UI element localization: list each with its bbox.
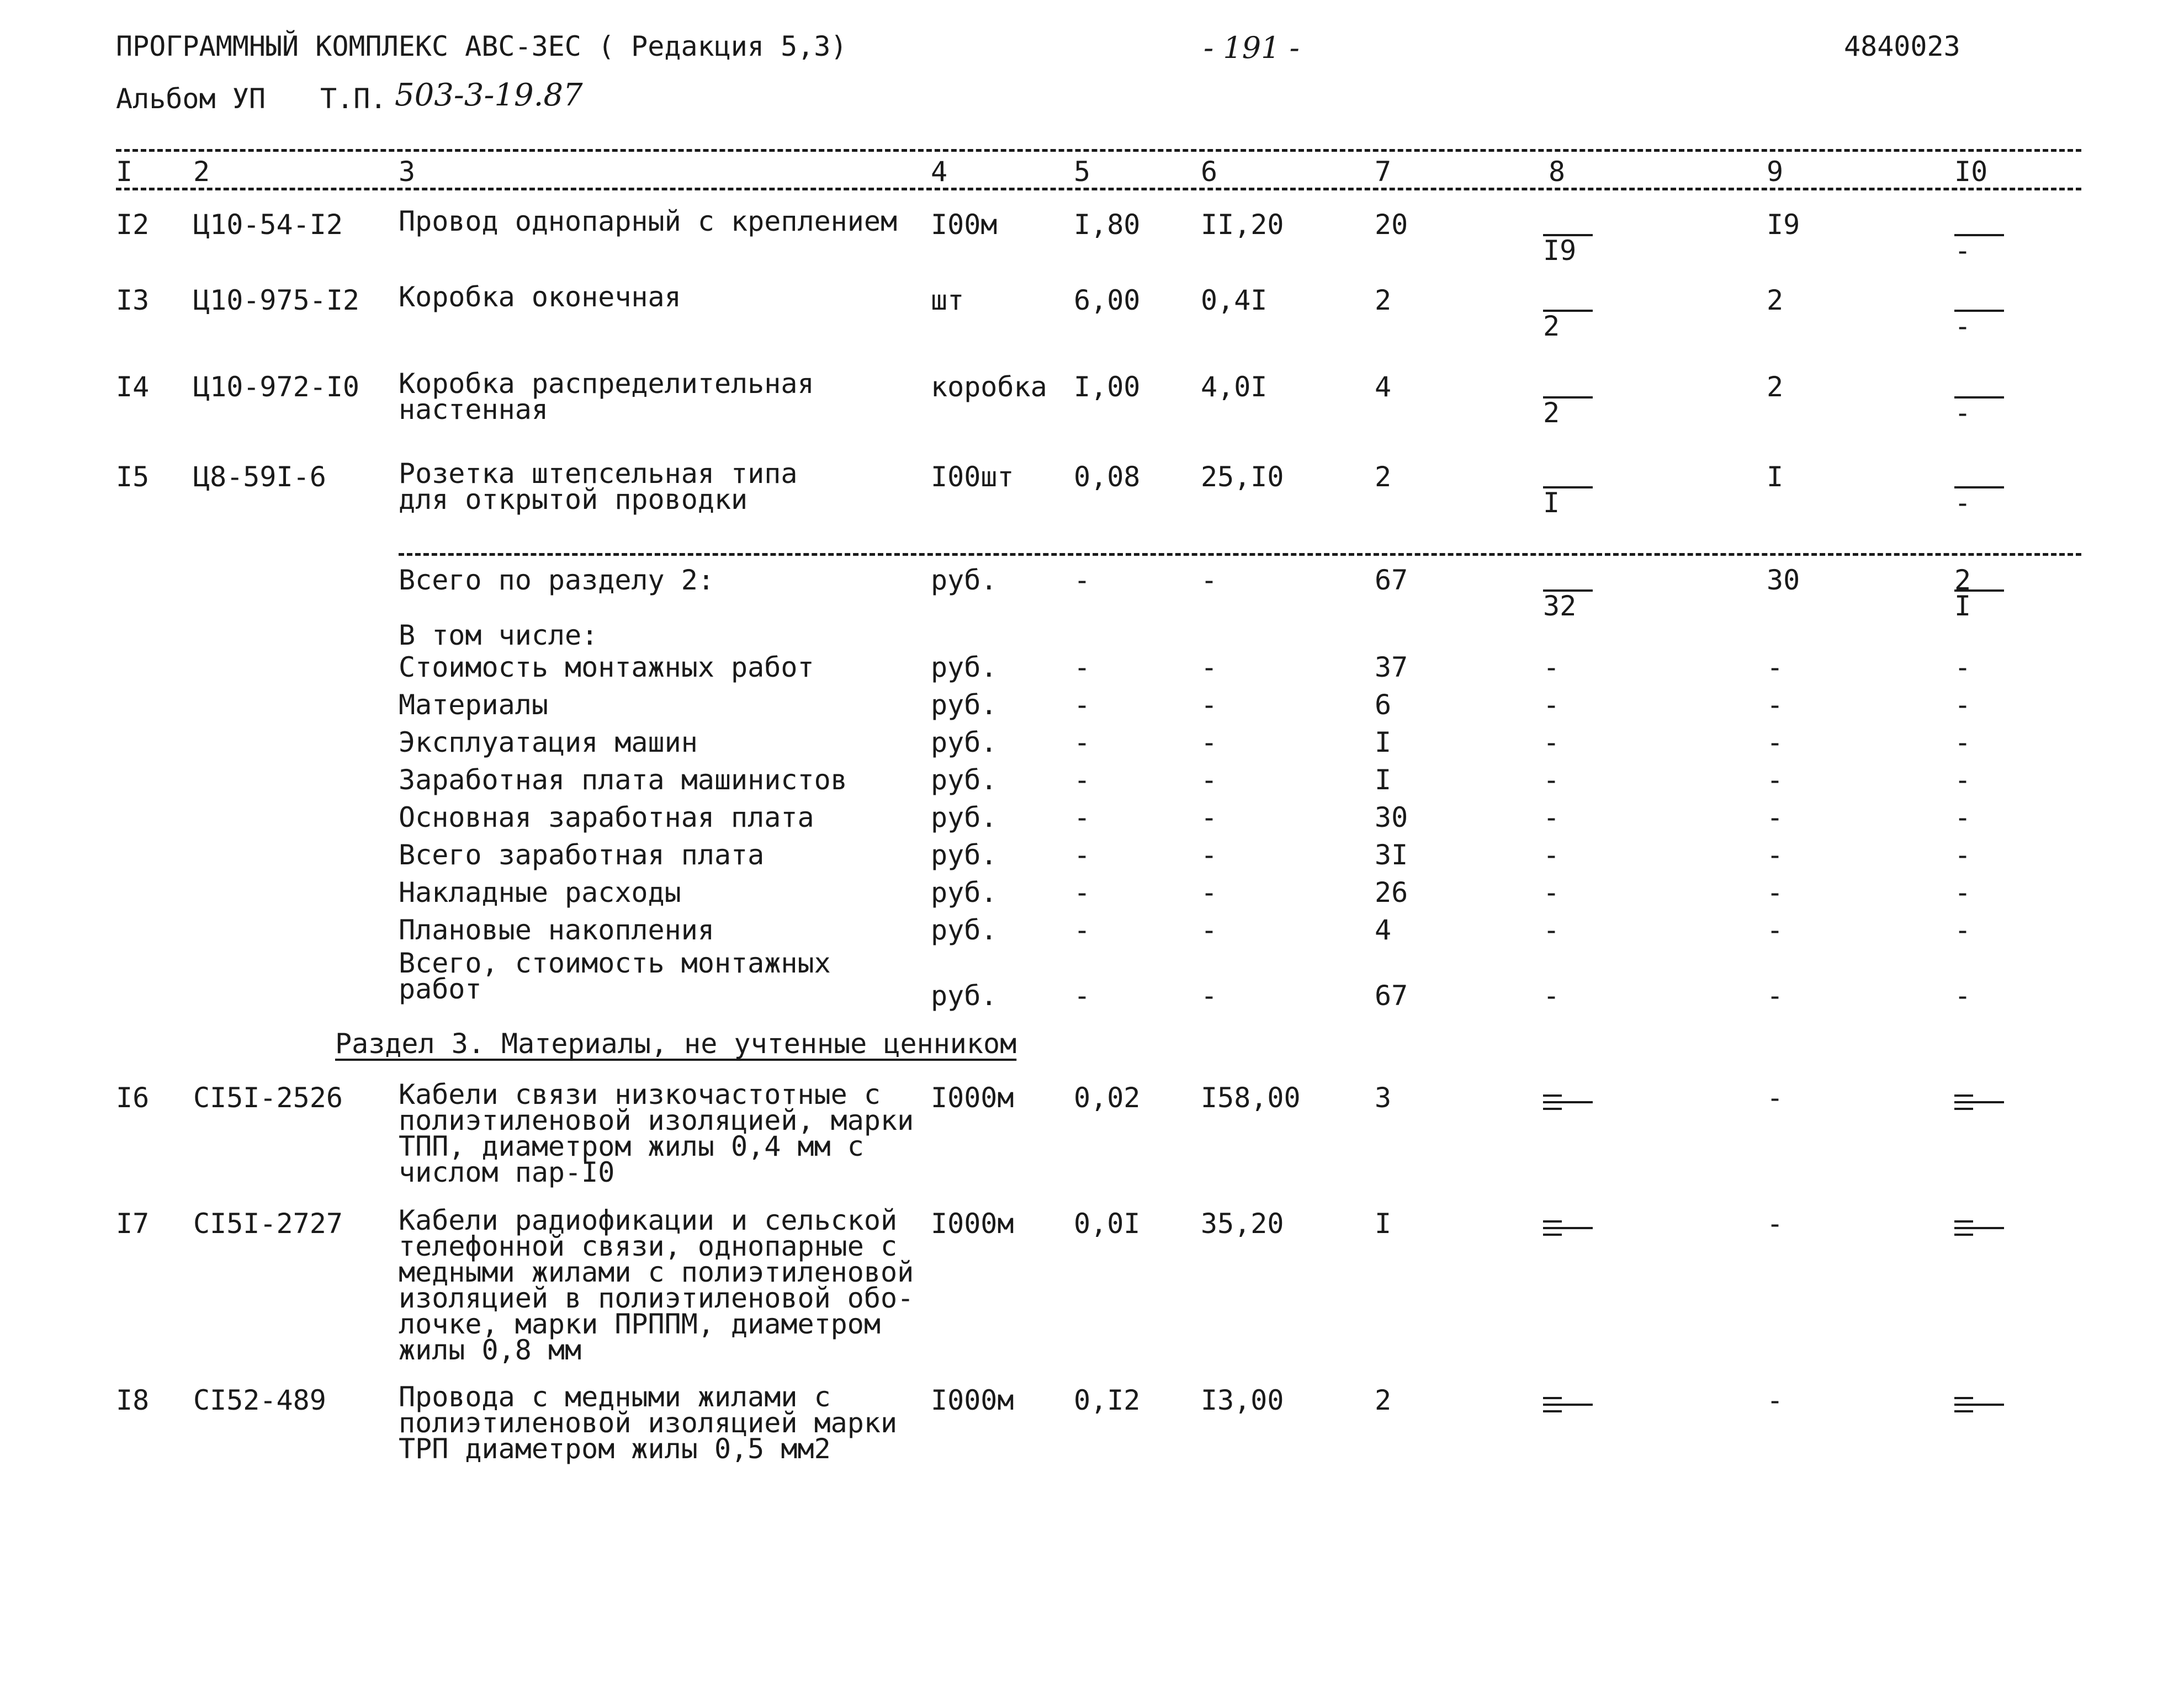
row-name-line: ТРП диаметром жилы 0,5 мм2 [399, 1433, 831, 1465]
album-label: Альбом УП [116, 83, 266, 115]
breakdown-dash: - [1074, 914, 1091, 946]
program-title: ПРОГРАММНЫЙ КОМПЛЕКС АВС-ЗЕС ( Редакция 5,3) [116, 30, 847, 62]
breakdown-label: Стоимость монтажных работ [399, 651, 814, 683]
row-unit: шт [931, 284, 964, 316]
fraction-bottom: I [1954, 590, 1971, 622]
row-name-line: лочке, марки ПРППМ, диаметром [399, 1308, 881, 1340]
breakdown-total-label [399, 947, 831, 1005]
row-total: 2 [1375, 284, 1392, 316]
fraction-top [1954, 461, 2004, 488]
section-total-label: Всего по разделу 2: [399, 564, 714, 596]
fraction-top [1543, 564, 1593, 592]
breakdown-dash: - [1543, 689, 1560, 721]
row-number: I4 [116, 371, 150, 403]
row-name [399, 1078, 914, 1188]
fraction-bottom: - [1954, 397, 1971, 429]
row-name-line: настенная [399, 394, 548, 426]
row-total: 4 [1375, 371, 1392, 403]
breakdown-dash: - [1201, 980, 1218, 1012]
breakdown-dash: - [1201, 689, 1218, 721]
column-number: I0 [1954, 156, 1988, 188]
row-code: Ц10-972-I0 [193, 371, 360, 403]
row-name-line: Коробка распределительная [399, 368, 814, 400]
row-col9: - [1767, 1384, 1784, 1416]
section-total-col8-fraction [1543, 564, 1595, 620]
row-price: I58,00 [1201, 1082, 1301, 1114]
subtotal-divider [399, 553, 2081, 556]
breakdown-value: 30 [1375, 801, 1408, 833]
breakdown-value: 3I [1375, 839, 1408, 871]
header-rule-bottom [116, 188, 2081, 190]
breakdown-unit: руб. [931, 651, 998, 683]
breakdown-dash: - [1201, 651, 1218, 683]
breakdown-dash: - [1201, 876, 1218, 908]
breakdown-unit: руб. [931, 726, 998, 758]
section-total-col9: 30 [1767, 564, 1800, 596]
breakdown-dash: - [1201, 839, 1218, 871]
breakdown-dash: - [1201, 914, 1218, 946]
breakdown-dash: - [1201, 764, 1218, 796]
column-number: I [116, 156, 133, 188]
breakdown-dash: - [1074, 764, 1091, 796]
section-total-qty: - [1074, 564, 1091, 596]
breakdown-dash: - [1954, 651, 1971, 683]
label-line: работ [399, 973, 482, 1005]
label-line: Всего, стоимость монтажных [399, 947, 831, 979]
row-number: I7 [116, 1208, 150, 1240]
breakdown-dash: - [1954, 876, 1971, 908]
row-name-line: жилы 0,8 мм [399, 1334, 582, 1366]
breakdown-dash: - [1543, 876, 1560, 908]
breakdown-label: Накладные расходы [399, 876, 681, 908]
fraction-bottom: - [1954, 310, 1971, 342]
breakdown-dash: - [1767, 801, 1784, 833]
row-col9: I9 [1767, 209, 1800, 241]
breakdown-dash: - [1074, 651, 1091, 683]
breakdown-unit: руб. [931, 689, 998, 721]
breakdown-dash: - [1543, 980, 1560, 1012]
row-qty: 0,0I [1074, 1208, 1141, 1240]
row-unit: I00м [931, 209, 998, 241]
row-name-line: Кабели радиофикации и сельской [399, 1204, 898, 1236]
breakdown-label: Заработная плата машинистов [399, 764, 847, 796]
row-total: 2 [1375, 461, 1392, 493]
breakdown-value: 4 [1375, 914, 1392, 946]
breakdown-value: I [1375, 726, 1392, 758]
row-name-line: ТПП, диаметром жилы 0,4 мм с [399, 1130, 864, 1162]
column-number: 7 [1375, 156, 1392, 188]
breakdown-dash: - [1767, 914, 1784, 946]
breakdown-dash: - [1954, 764, 1971, 796]
row-name [399, 1204, 914, 1366]
row-name [399, 205, 898, 237]
breakdown-total-value: 67 [1375, 980, 1408, 1012]
breakdown-value: 26 [1375, 876, 1408, 908]
row-col8-fraction [1543, 461, 1595, 517]
row-price: II,20 [1201, 209, 1284, 241]
row-code: Ц10-975-I2 [193, 284, 360, 316]
row-number: I8 [116, 1384, 150, 1416]
row-col10-fraction [1954, 209, 2007, 265]
row-unit: I000м [931, 1208, 1014, 1240]
row-number: I2 [116, 209, 150, 241]
row-col9: 2 [1767, 284, 1784, 316]
column-number: 4 [931, 156, 948, 188]
row-name-line: Розетка штепсельная типа [399, 458, 798, 490]
breakdown-value: 6 [1375, 689, 1392, 721]
row-number: I6 [116, 1082, 150, 1114]
row-col10-fraction [1954, 371, 2007, 427]
breakdown-dash: - [1201, 726, 1218, 758]
breakdown-dash: - [1543, 914, 1560, 946]
row-name-line: изоляцией в полиэтиленовой обо- [399, 1282, 914, 1314]
fraction-top [1543, 209, 1593, 236]
row-name [399, 458, 798, 516]
row-name-line: медными жилами с полиэтиленовой [399, 1256, 914, 1288]
breakdown-unit: руб. [931, 764, 998, 796]
row-name-line: телефонной связи, однопарные с [399, 1230, 898, 1262]
fraction-top [1954, 209, 2004, 236]
row-col10-fraction [1954, 284, 2007, 341]
row-name-line: Коробка оконечная [399, 281, 681, 313]
row-unit: I000м [931, 1082, 1014, 1114]
column-number: 9 [1767, 156, 1784, 188]
breakdown-dash: - [1954, 914, 1971, 946]
row-name-line: числом пар-I0 [399, 1156, 615, 1188]
row-code: Ц8-59I-6 [193, 461, 326, 493]
row-price: I3,00 [1201, 1384, 1284, 1416]
section-total-unit: руб. [931, 564, 998, 596]
breakdown-label: Материалы [399, 689, 548, 721]
row-price: 35,20 [1201, 1208, 1284, 1240]
breakdown-dash: - [1767, 980, 1784, 1012]
breakdown-dash: - [1543, 651, 1560, 683]
row-price: 25,I0 [1201, 461, 1284, 493]
row-col9: I [1767, 461, 1784, 493]
row-number: I5 [116, 461, 150, 493]
breakdown-dash: - [1767, 726, 1784, 758]
breakdown-dash: - [1954, 801, 1971, 833]
fraction-bottom: 2 [1543, 310, 1560, 342]
breakdown-dash: - [1543, 726, 1560, 758]
row-code: CI5I-2526 [193, 1082, 343, 1114]
breakdown-label: Плановые накопления [399, 914, 714, 946]
row-unit: I00шт [931, 461, 1014, 493]
fraction-top [1954, 371, 2004, 398]
row-col9: 2 [1767, 371, 1784, 403]
row-col8-fraction [1543, 284, 1595, 341]
breakdown-unit: руб. [931, 876, 998, 908]
row-col8-fraction [1543, 209, 1595, 265]
breakdown-dash: - [1201, 801, 1218, 833]
row-col9: - [1767, 1082, 1784, 1114]
row-qty: 0,I2 [1074, 1384, 1141, 1416]
row-qty: 6,00 [1074, 284, 1141, 316]
row-qty: 0,08 [1074, 461, 1141, 493]
row-code: CI52-489 [193, 1384, 326, 1416]
breakdown-dash: - [1074, 801, 1091, 833]
empty-fraction-mark [1954, 1090, 2004, 1110]
row-total: 3 [1375, 1082, 1392, 1114]
breakdown-dash: - [1767, 839, 1784, 871]
column-number: 2 [193, 156, 210, 188]
row-total: 20 [1375, 209, 1408, 241]
breakdown-value: 37 [1375, 651, 1408, 683]
row-name-line: Провода с медными жилами с [399, 1381, 831, 1413]
section-heading: Раздел 3. Материалы, не учтенные ценником [335, 1028, 1017, 1060]
row-col8-fraction [1543, 371, 1595, 427]
document-code: 4840023 [1844, 30, 1960, 62]
breakdown-dash: - [1954, 980, 1971, 1012]
breakdown-dash: - [1074, 876, 1091, 908]
row-name [399, 1381, 898, 1465]
breakdown-unit: руб. [931, 914, 998, 946]
row-price: 4,0I [1201, 371, 1268, 403]
breakdown-dash: - [1074, 689, 1091, 721]
fraction-top: 2 [1954, 564, 2004, 592]
breakdown-dash: - [1767, 764, 1784, 796]
breakdown-dash: - [1767, 689, 1784, 721]
fraction-bottom: 32 [1543, 590, 1577, 622]
row-name-line: полиэтиленовой изоляцией, марки [399, 1104, 914, 1136]
breakdown-label: Основная заработная плата [399, 801, 814, 833]
row-code: Ц10-54-I2 [193, 209, 343, 241]
row-name-line: Провод однопарный с креплением [399, 205, 898, 237]
breakdown-unit: руб. [931, 801, 998, 833]
empty-fraction-mark [1543, 1090, 1593, 1110]
row-name [399, 368, 814, 426]
breakdown-value: I [1375, 764, 1392, 796]
row-name-line: полиэтиленовой изоляцией марки [399, 1407, 898, 1439]
breakdown-dash: - [1074, 726, 1091, 758]
fraction-bottom: - [1954, 235, 1971, 267]
row-qty: I,80 [1074, 209, 1141, 241]
section-total-col10-fraction [1954, 564, 2007, 620]
tp-label: Т.П. [320, 83, 387, 115]
row-unit: коробка [931, 371, 1047, 403]
fraction-bottom: - [1954, 487, 1971, 519]
column-number: 8 [1549, 156, 1566, 188]
row-col9: - [1767, 1208, 1784, 1240]
breakdown-dash: - [1074, 980, 1091, 1012]
breakdown-label: Эксплуатация машин [399, 726, 698, 758]
breakdown-unit: руб. [931, 839, 998, 871]
breakdown-dash: - [1954, 726, 1971, 758]
fraction-bottom: I [1543, 487, 1560, 519]
breakdown-dash: - [1543, 764, 1560, 796]
empty-fraction-mark [1954, 1393, 2004, 1412]
breakdown-dash: - [1954, 839, 1971, 871]
row-name-line: Кабели связи низкочастотные с [399, 1078, 881, 1110]
row-qty: 0,02 [1074, 1082, 1141, 1114]
fraction-bottom: 2 [1543, 397, 1560, 429]
row-total: 2 [1375, 1384, 1392, 1416]
fraction-top [1543, 461, 1593, 488]
row-unit: I000м [931, 1384, 1014, 1416]
breakdown-total-unit: руб. [931, 980, 998, 1012]
fraction-top [1954, 284, 2004, 312]
breakdown-dash: - [1767, 876, 1784, 908]
breakdown-dash: - [1954, 689, 1971, 721]
breakdown-label: Всего заработная плата [399, 839, 765, 871]
column-number: 3 [399, 156, 416, 188]
empty-fraction-mark [1543, 1216, 1593, 1236]
fraction-bottom: I9 [1543, 235, 1577, 267]
page-number: - 191 - [1204, 30, 1300, 65]
fraction-top [1543, 371, 1593, 398]
breakdown-dash: - [1767, 651, 1784, 683]
column-number: 6 [1201, 156, 1218, 188]
row-total: I [1375, 1208, 1392, 1240]
tp-number: 503-3-19.87 [395, 77, 583, 113]
fraction-top [1543, 284, 1593, 312]
empty-fraction-mark [1543, 1393, 1593, 1412]
breakdown-title: В том числе: [399, 619, 598, 651]
section-total-value: 67 [1375, 564, 1408, 596]
breakdown-dash: - [1543, 839, 1560, 871]
breakdown-dash: - [1543, 801, 1560, 833]
row-qty: I,00 [1074, 371, 1141, 403]
header-rule-top [116, 149, 2081, 152]
section-total-price: - [1201, 564, 1218, 596]
row-code: CI5I-2727 [193, 1208, 343, 1240]
empty-fraction-mark [1954, 1216, 2004, 1236]
row-name-line: для открытой проводки [399, 483, 748, 516]
breakdown-dash: - [1074, 839, 1091, 871]
row-price: 0,4I [1201, 284, 1268, 316]
row-name [399, 281, 681, 313]
column-number: 5 [1074, 156, 1091, 188]
row-number: I3 [116, 284, 150, 316]
row-col10-fraction [1954, 461, 2007, 517]
